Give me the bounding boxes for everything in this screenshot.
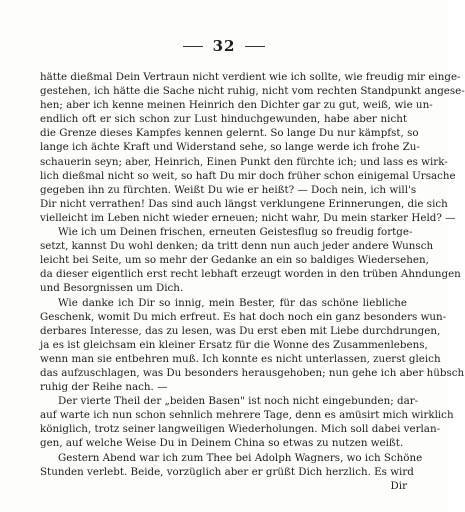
text-line: Gestern Abend war ich zum Thee bei Adolph Wagners, wo ich Schöne bbox=[58, 451, 423, 464]
text-line: Wie ich um Deinen frischen, erneuten Geistesflug so freudig fortge- bbox=[58, 226, 413, 239]
text-line: gestehen, ich hätte die Sache nicht ruhig, nicht vom rechten Standpunkt angese- bbox=[40, 85, 465, 98]
text-line: da dieser eigentlich erst recht lebhaft erzeugt worden in den trüben Ahndungen bbox=[40, 268, 461, 281]
text-line: Dir nicht verrathen! Das sind auch längst verklungene Erinnerungen, die sich bbox=[40, 197, 448, 210]
text-line: schauerin seyn; aber, Heinrich, Einen Punkt den fürchte ich; und lass es wirk- bbox=[40, 155, 448, 168]
text-line: und Besorgnissen um Dich. bbox=[40, 282, 184, 295]
text-line: ja es ist gleichsam ein kleiner Ersatz für die Wonne des Zusammenlebens, bbox=[40, 338, 428, 351]
text-line: auf warte ich nun schon sehnlich mehrere Tage, denn es amüsirt mich wirklich bbox=[40, 409, 454, 422]
body-text bbox=[40, 70, 465, 493]
text-line: wenn man sie entbehren muß. Ich konnte es nicht unterlassen, zuerst gleich bbox=[40, 352, 441, 365]
text-line: endlich oft er sich schon zur Lust hinduchgewunden, habe aber nicht bbox=[40, 113, 407, 126]
text-line: Wie danke ich Dir so innig, mein Bester, für das schöne liebliche bbox=[58, 296, 407, 309]
header-dash-left bbox=[183, 46, 203, 47]
text-line: königlich, trotz seiner langweiligen Wiederholungen. Mich soll dabei verlan- bbox=[40, 423, 441, 436]
text-line: lich dießmal nicht so weit, so haft Du mir doch früher schon einigemal Ursache bbox=[40, 169, 456, 182]
text-line: gen, auf welche Weise Du in Deinem China so etwas zu nutzen weißt. bbox=[40, 437, 404, 450]
page-number: 32 bbox=[212, 37, 236, 55]
text-line: leicht bei Seite, um so mehr der Gedanke an ein so baldiges Wiedersehen, bbox=[40, 254, 429, 267]
text-line: setzt, kannst Du wohl denken; da tritt denn nun auch jeder andere Wunsch bbox=[40, 240, 434, 253]
text-line: Der vierte Theil der „beiden Basen" ist noch nicht eingebunden; dar- bbox=[58, 395, 419, 408]
text-line: hen; aber ich kenne meinen Heinrich den Dichter gar zu gut, weiß, wie un- bbox=[40, 99, 433, 112]
text-line: ruhig der Reihe nach. — bbox=[40, 381, 168, 394]
text-line: vielleicht im Leben nicht wieder erneuen; nicht wahr, Du mein starker Held? — bbox=[40, 211, 456, 224]
text-line: Geschenk, womit Du mich erfreut. Es hat doch noch ein ganz besonders wun- bbox=[40, 310, 447, 323]
text-line: derbares Interesse, das zu lesen, was Du erst eben mit Liebe durchdrungen, bbox=[40, 324, 441, 337]
text-line: die Grenze dieses Kampfes kennen gelernt. So lange Du nur kämpfst, so bbox=[40, 127, 419, 140]
text-line: lange ich ächte Kraft und Widerstand sehe, so lange werde ich frohe Zu- bbox=[40, 141, 420, 154]
text-line: das aufzuschlagen, was Du besonders herausgehoben; nun gehe ich aber hübsch bbox=[40, 366, 465, 379]
text-line: Stunden verlebt. Beide, vorzüglich aber er grüßt Dich herzlich. Es wird bbox=[40, 465, 414, 478]
page-header bbox=[0, 36, 448, 56]
text-line: hätte dießmal Dein Vertraun nicht verdient wie ich sollte, wie freudig mir einge- bbox=[40, 71, 461, 83]
catchword: Dir bbox=[390, 479, 407, 492]
header-dash-right bbox=[245, 46, 265, 47]
text-line: gegeben ihn zu fürchten. Weißt Du wie er heißt? — Doch nein, ich will's bbox=[40, 183, 417, 196]
